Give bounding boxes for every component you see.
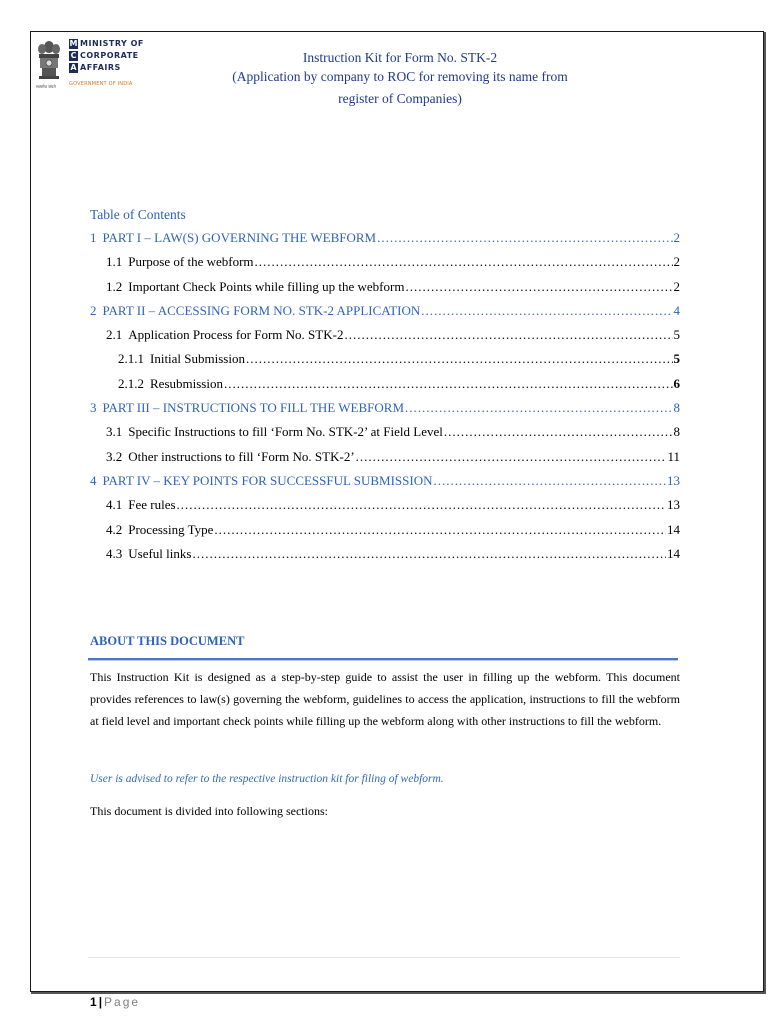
toc-entry[interactable] bbox=[90, 473, 680, 497]
toc-entry[interactable] bbox=[90, 497, 680, 521]
toc-entry-title: PART II – ACCESSING FORM NO. STK-2 APPLICATION bbox=[102, 302, 421, 318]
toc-entry-number: 2 bbox=[90, 302, 97, 318]
table-of-contents bbox=[90, 230, 680, 570]
toc-dot-leader bbox=[214, 522, 666, 538]
toc-entry-number: 4.2 bbox=[106, 521, 123, 537]
logo-letter-c: C bbox=[70, 51, 77, 60]
toc-entry-page: 5 bbox=[673, 351, 680, 367]
page-number-value: 1 bbox=[90, 995, 97, 1009]
toc-entry-page: 2 bbox=[673, 254, 680, 270]
toc-entry-number: 3.1 bbox=[106, 424, 123, 440]
toc-entry-number: 3.2 bbox=[106, 448, 123, 464]
toc-entry-title: PART I – LAW(S) GOVERNING THE WEBFORM bbox=[102, 230, 377, 245]
toc-entry-title: Specific Instructions to fill ‘Form No. STK-2’ at Field Level bbox=[128, 424, 443, 440]
logo-line bbox=[69, 62, 144, 73]
toc-dot-leader bbox=[192, 546, 666, 562]
header-subtitle-line1: (Application by company to ROC for removing its name from bbox=[232, 69, 568, 84]
toc-entry-number: 1 bbox=[90, 230, 97, 245]
toc-dot-leader bbox=[356, 449, 667, 465]
toc-entry-page: 11 bbox=[667, 448, 680, 464]
toc-entry[interactable] bbox=[90, 400, 680, 424]
toc-entry[interactable] bbox=[90, 327, 680, 351]
toc-dot-leader bbox=[344, 327, 672, 343]
toc-entry-page: 13 bbox=[667, 497, 680, 513]
toc-entry-page: 5 bbox=[673, 327, 680, 343]
toc-entry-number: 4.3 bbox=[106, 545, 123, 561]
toc-entry-number: 4.1 bbox=[106, 497, 123, 513]
toc-entry-number: 1.1 bbox=[106, 254, 123, 270]
document-header bbox=[180, 48, 620, 108]
toc-dot-leader bbox=[421, 303, 672, 319]
toc-entry-number: 1.2 bbox=[106, 278, 123, 294]
page-number bbox=[90, 995, 140, 1009]
about-heading: ABOUT THIS DOCUMENT bbox=[90, 634, 245, 648]
page-number-separator: | bbox=[98, 995, 103, 1009]
logo-word: CORPORATE bbox=[80, 51, 139, 60]
national-emblem-icon bbox=[36, 38, 62, 84]
toc-entry[interactable] bbox=[90, 522, 680, 546]
logo-word: MINISTRY OF bbox=[80, 39, 144, 48]
toc-dot-leader bbox=[224, 376, 673, 392]
toc-entry-page: 2 bbox=[673, 230, 680, 245]
toc-entry-title: Processing Type bbox=[128, 521, 214, 537]
toc-entry[interactable] bbox=[90, 303, 680, 327]
page-label: Page bbox=[104, 995, 141, 1009]
toc-entry-title: Important Check Points while filling up the webform bbox=[128, 278, 405, 294]
toc-dot-leader bbox=[255, 254, 673, 270]
header-title: Instruction Kit for Form No. STK-2 bbox=[302, 50, 498, 65]
toc-entry-page: 8 bbox=[673, 400, 680, 416]
toc-entry[interactable] bbox=[90, 449, 680, 473]
toc-title: Table of Contents bbox=[90, 207, 186, 222]
toc-entry[interactable] bbox=[90, 351, 680, 375]
toc-dot-leader bbox=[405, 400, 672, 416]
logo-letter-a: A bbox=[70, 63, 77, 72]
footer-divider bbox=[88, 957, 680, 958]
header-subtitle-line2: register of Companies) bbox=[338, 91, 462, 106]
toc-entry-page: 4 bbox=[673, 302, 680, 318]
toc-entry-title: Useful links bbox=[128, 545, 192, 561]
toc-entry-title: Application Process for Form No. STK-2 bbox=[128, 327, 344, 343]
toc-entry-title: Fee rules bbox=[128, 497, 176, 513]
logo-wordmark bbox=[69, 38, 144, 74]
toc-entry-page: 2 bbox=[673, 278, 680, 294]
toc-dot-leader bbox=[177, 497, 666, 513]
toc-entry-page: 13 bbox=[667, 472, 680, 488]
about-divider-shadow bbox=[88, 660, 678, 661]
about-body: This Instruction Kit is designed as a step-by-step guide to assist the user in filling up the webform. This document provides references to law(s) governing the webform, guidelines to access the application, instructions to fill the webform at field level and important check points while filling up the webform along with other instructions to fill the webform. bbox=[90, 670, 680, 728]
toc-dot-leader bbox=[444, 424, 673, 440]
logo-line bbox=[69, 38, 144, 49]
sections-intro: This document is divided into following sections: bbox=[90, 804, 328, 818]
toc-entry-page: 8 bbox=[673, 424, 680, 440]
logo-letter-m: M bbox=[69, 39, 78, 48]
toc-entry-page: 14 bbox=[667, 521, 680, 537]
toc-entry-number: 2.1 bbox=[106, 327, 123, 343]
advice-note: User is advised to refer to the respective instruction kit for filing of webform. bbox=[90, 773, 444, 785]
toc-dot-leader bbox=[405, 279, 672, 295]
toc-entry-title: PART IV – KEY POINTS FOR SUCCESSFUL SUBMISSION bbox=[102, 472, 433, 488]
toc-entry-title: Initial Submission bbox=[150, 351, 245, 367]
toc-entry-title: Other instructions to fill ‘Form No. STK-2’ bbox=[128, 448, 355, 464]
toc-entry-title: Resubmission bbox=[150, 375, 223, 391]
toc-entry[interactable] bbox=[90, 230, 680, 254]
logo-word: AFFAIRS bbox=[80, 63, 121, 72]
toc-entry-number: 4 bbox=[90, 472, 97, 488]
toc-entry-number: 3 bbox=[90, 400, 97, 416]
toc-entry-number: 2.1.1 bbox=[118, 351, 144, 367]
toc-entry[interactable] bbox=[90, 279, 680, 303]
toc-entry[interactable] bbox=[90, 424, 680, 448]
toc-entry[interactable] bbox=[90, 376, 680, 400]
emblem-motto: सत्यमेव जयते bbox=[36, 84, 56, 89]
toc-dot-leader bbox=[433, 473, 666, 489]
toc-entry-page: 14 bbox=[667, 545, 680, 561]
toc-dot-leader bbox=[377, 230, 672, 246]
toc-dot-leader bbox=[246, 351, 673, 367]
toc-entry-page: 6 bbox=[673, 375, 680, 391]
logo-government-text: GOVERNMENT OF INDIA bbox=[69, 81, 133, 87]
toc-entry-title: PART III – INSTRUCTIONS TO FILL THE WEBFORM bbox=[102, 400, 405, 416]
toc-entry[interactable] bbox=[90, 546, 680, 570]
logo-line bbox=[69, 50, 144, 61]
toc-entry[interactable] bbox=[90, 254, 680, 278]
mca-logo bbox=[36, 36, 156, 92]
toc-entry-title: Purpose of the webform bbox=[128, 254, 254, 270]
toc-entry-number: 2.1.2 bbox=[118, 375, 144, 391]
